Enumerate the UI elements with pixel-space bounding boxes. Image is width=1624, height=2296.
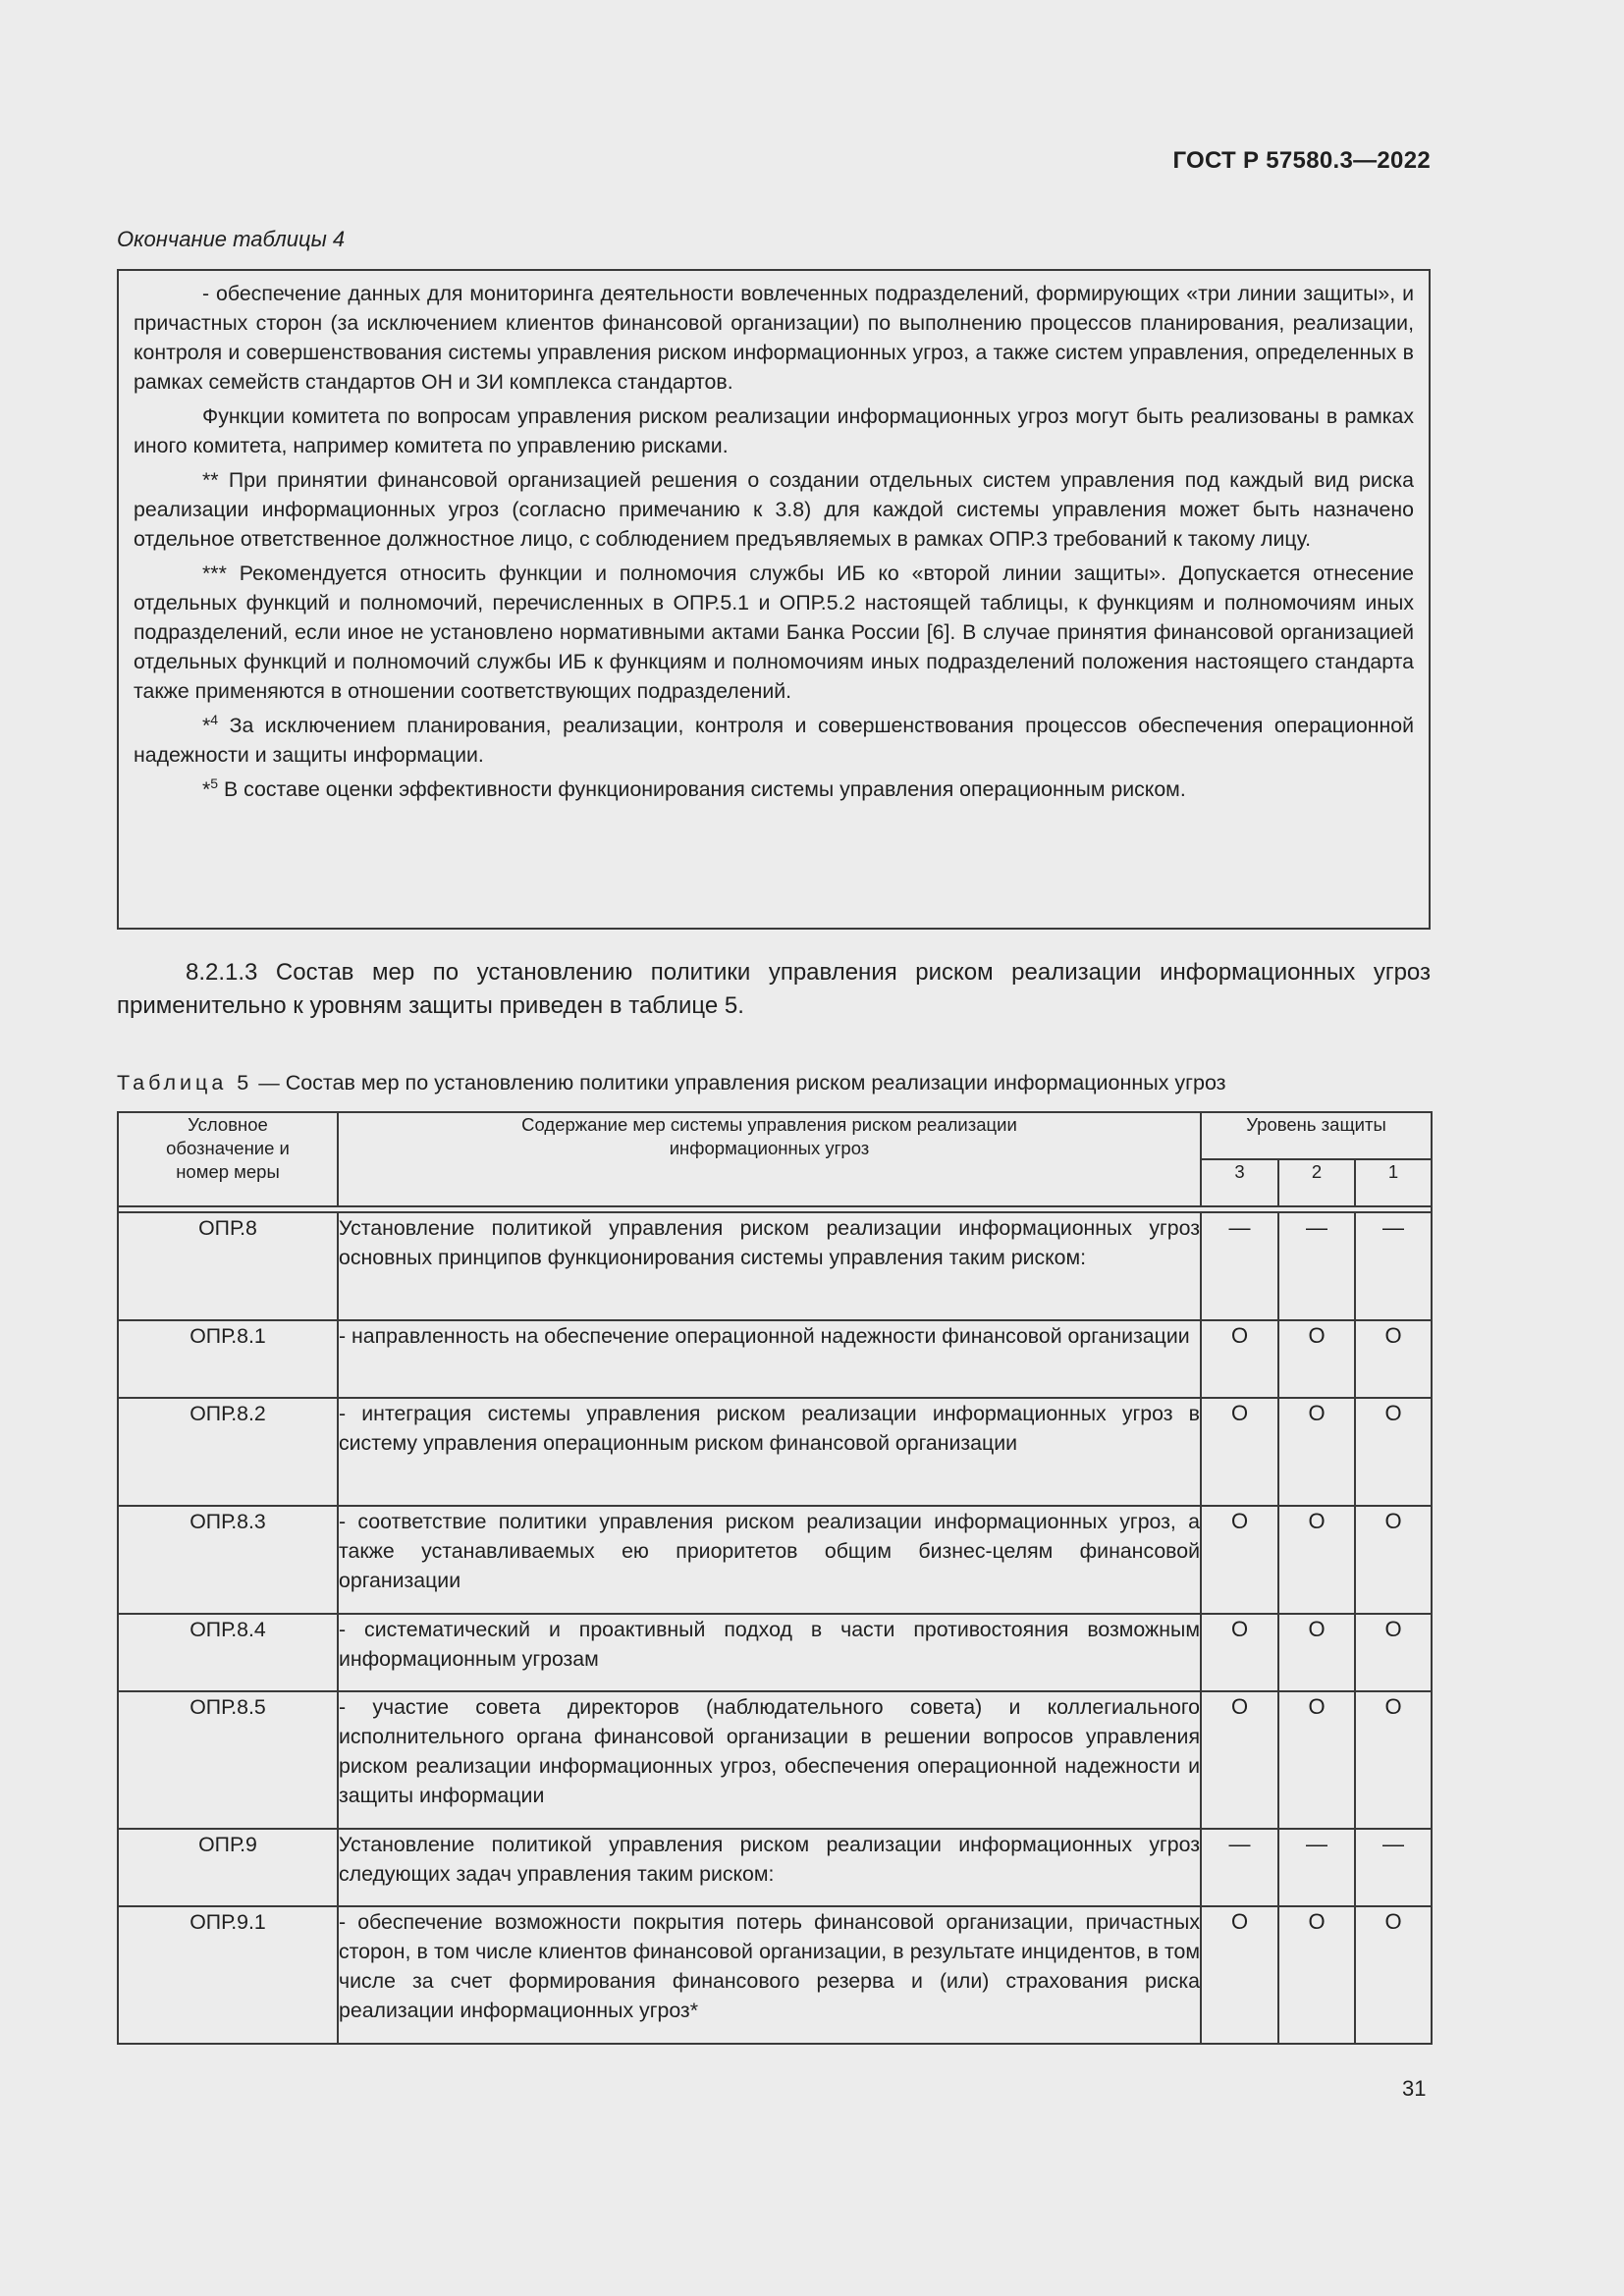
- level-header-2: 2: [1278, 1159, 1355, 1206]
- table-row: [118, 1829, 1432, 1906]
- level-3-mark: О: [1201, 1614, 1278, 1691]
- table-row: [118, 1906, 1432, 2044]
- measure-code: ОПР.8.1: [118, 1320, 338, 1398]
- measure-content: - направленность на обеспечение операционной надежности финансовой организации: [338, 1320, 1201, 1398]
- level-3-mark: —: [1201, 1829, 1278, 1906]
- note-marker: *: [202, 714, 211, 737]
- measure-code: ОПР.8.4: [118, 1614, 338, 1691]
- table-row: [118, 1320, 1432, 1398]
- note-marker: **: [202, 468, 219, 492]
- measure-content: - обеспечение возможности покрытия потерь финансовой организации, причастных сторон, в том числе клиентов финансовой организации, в результате инцидентов, в том числе за счет формирования финансового резерва и (или) страхования риска реализации информационных угроз*: [338, 1906, 1201, 2044]
- note-text: Функции комитета по вопросам управления риском реализации информационных угроз могут быть реализованы в рамках иного комитета, например комитета по управлению рисками.: [134, 404, 1414, 457]
- note-item: [134, 401, 1414, 460]
- measure-code: ОПР.8.5: [118, 1691, 338, 1829]
- measure-content: - участие совета директоров (наблюдательного совета) и коллегиального исполнительного органа финансовой организации в решении вопросов управления риском реализации информационных угроз, обеспечения операционной надежности и защиты информации: [338, 1691, 1201, 1829]
- level-2-mark: —: [1278, 1212, 1355, 1320]
- measure-code: ОПР.8.2: [118, 1398, 338, 1506]
- section-paragraph: 8.2.1.3 Состав мер по установлению политики управления риском реализации информационных угроз применительно к уровням защиты приведен в таблице 5.: [117, 959, 1431, 1019]
- note-text: За исключением планирования, реализации, контроля и совершенствования процессов обеспечения операционной надежности и защиты информации.: [134, 714, 1414, 767]
- level-3-mark: О: [1201, 1906, 1278, 2044]
- level-1-mark: О: [1355, 1906, 1432, 2044]
- column-header-code: Условное обозначение и номер меры: [118, 1112, 338, 1206]
- level-1-mark: О: [1355, 1506, 1432, 1614]
- measure-content: - систематический и проактивный подход в части противостояния возможным информационным угрозам: [338, 1614, 1201, 1691]
- level-2-mark: —: [1278, 1829, 1355, 1906]
- table5-label: Таблица 5: [117, 1071, 253, 1095]
- measure-content: Установление политикой управления риском реализации информационных угроз основных принципов функционирования системы управления таким риском:: [338, 1212, 1201, 1320]
- measure-content: - соответствие политики управления риском реализации информационных угроз, а также устанавливаемых ею приоритетов общим бизнес-целям финансовой организации: [338, 1506, 1201, 1614]
- level-header-1: 1: [1355, 1159, 1432, 1206]
- page-number: 31: [1402, 2076, 1427, 2101]
- table-row: [118, 1506, 1432, 1614]
- note-superscript: 5: [210, 775, 219, 791]
- level-header-3: 3: [1201, 1159, 1278, 1206]
- measure-code: ОПР.9: [118, 1829, 338, 1906]
- measure-code: ОПР.8: [118, 1212, 338, 1320]
- level-2-mark: О: [1278, 1320, 1355, 1398]
- measure-content: - интеграция системы управления риском реализации информационных угроз в систему управления операционным риском финансовой организации: [338, 1398, 1201, 1506]
- table5-title: [117, 1071, 1433, 1095]
- level-3-mark: О: [1201, 1320, 1278, 1398]
- level-2-mark: О: [1278, 1506, 1355, 1614]
- note-text: Рекомендуется относить функции и полномочия службы ИБ ко «второй линии защиты». Допускается отнесение отдельных функций и полномочий, перечисленных в ОПР.5.1 и ОПР.5.2 настоящей таблицы, к функциям и полномочиям иных подразделений, если иное не установлено нормативными актами Банка России [6]. В случае принятия финансовой организацией отдельных функций и полномочий службы ИБ к функциям и полномочиям иных подразделений положения настоящего стандарта также применяются в отношении соответствующих подразделений.: [134, 561, 1414, 703]
- level-1-mark: —: [1355, 1212, 1432, 1320]
- note-item: [134, 465, 1414, 554]
- level-2-mark: О: [1278, 1398, 1355, 1506]
- table4-notes-box: [117, 269, 1431, 930]
- note-superscript: 4: [210, 712, 219, 727]
- table4-continuation-caption: Окончание таблицы 4: [117, 227, 346, 251]
- level-1-mark: О: [1355, 1398, 1432, 1506]
- note-item: [134, 711, 1414, 770]
- level-1-mark: О: [1355, 1614, 1432, 1691]
- note-text: В составе оценки эффективности функционирования системы управления операционным риском.: [218, 777, 1186, 801]
- standard-header: ГОСТ Р 57580.3—2022: [1172, 147, 1431, 174]
- note-marker: *: [202, 777, 211, 801]
- table5-dash: —: [252, 1071, 286, 1095]
- table-row: [118, 1691, 1432, 1829]
- note-item: [134, 279, 1414, 397]
- note-marker: -: [202, 282, 210, 305]
- level-2-mark: О: [1278, 1614, 1355, 1691]
- note-text: При принятии финансовой организацией решения о создании отдельных систем управления под каждый вид риска реализации информационных угроз (согласно примечанию к 3.8) для каждой системы управления может быть назначено отдельное ответственное должностное лицо, с соблюдением предъявляемых в рамках ОПР.3 требований к такому лицу.: [134, 468, 1414, 551]
- note-marker: ***: [202, 561, 227, 585]
- column-header-content: Содержание мер системы управления риском реализации информационных угроз: [338, 1112, 1201, 1206]
- note-text: обеспечение данных для мониторинга деятельности вовлеченных подразделений, формирующих «три линии защиты», и причастных сторон (за исключением клиентов финансовой организации) по выполнению процессов планирования, реализации, контроля и совершенствования системы управления риском информационных угроз, а также систем управления, определенных в рамках семейств стандартов ОН и ЗИ комплекса стандартов.: [134, 282, 1414, 394]
- level-3-mark: —: [1201, 1212, 1278, 1320]
- level-2-mark: О: [1278, 1906, 1355, 2044]
- note-item: [134, 774, 1414, 804]
- column-header-level: Уровень защиты: [1201, 1112, 1432, 1159]
- level-1-mark: —: [1355, 1829, 1432, 1906]
- table5-title-text: Состав мер по установлению политики управления риском реализации информационных угроз: [285, 1071, 1226, 1095]
- level-3-mark: О: [1201, 1398, 1278, 1506]
- measures-table: [117, 1111, 1433, 2045]
- level-1-mark: О: [1355, 1320, 1432, 1398]
- table-header-row: [118, 1112, 1432, 1159]
- note-item: [134, 559, 1414, 706]
- table-row: [118, 1614, 1432, 1691]
- level-3-mark: О: [1201, 1506, 1278, 1614]
- measure-code: ОПР.8.3: [118, 1506, 338, 1614]
- level-1-mark: О: [1355, 1691, 1432, 1829]
- level-2-mark: О: [1278, 1691, 1355, 1829]
- table-row: [118, 1212, 1432, 1320]
- measure-content: Установление политикой управления риском реализации информационных угроз следующих задач управления таким риском:: [338, 1829, 1201, 1906]
- measure-code: ОПР.9.1: [118, 1906, 338, 2044]
- table-row: [118, 1398, 1432, 1506]
- level-3-mark: О: [1201, 1691, 1278, 1829]
